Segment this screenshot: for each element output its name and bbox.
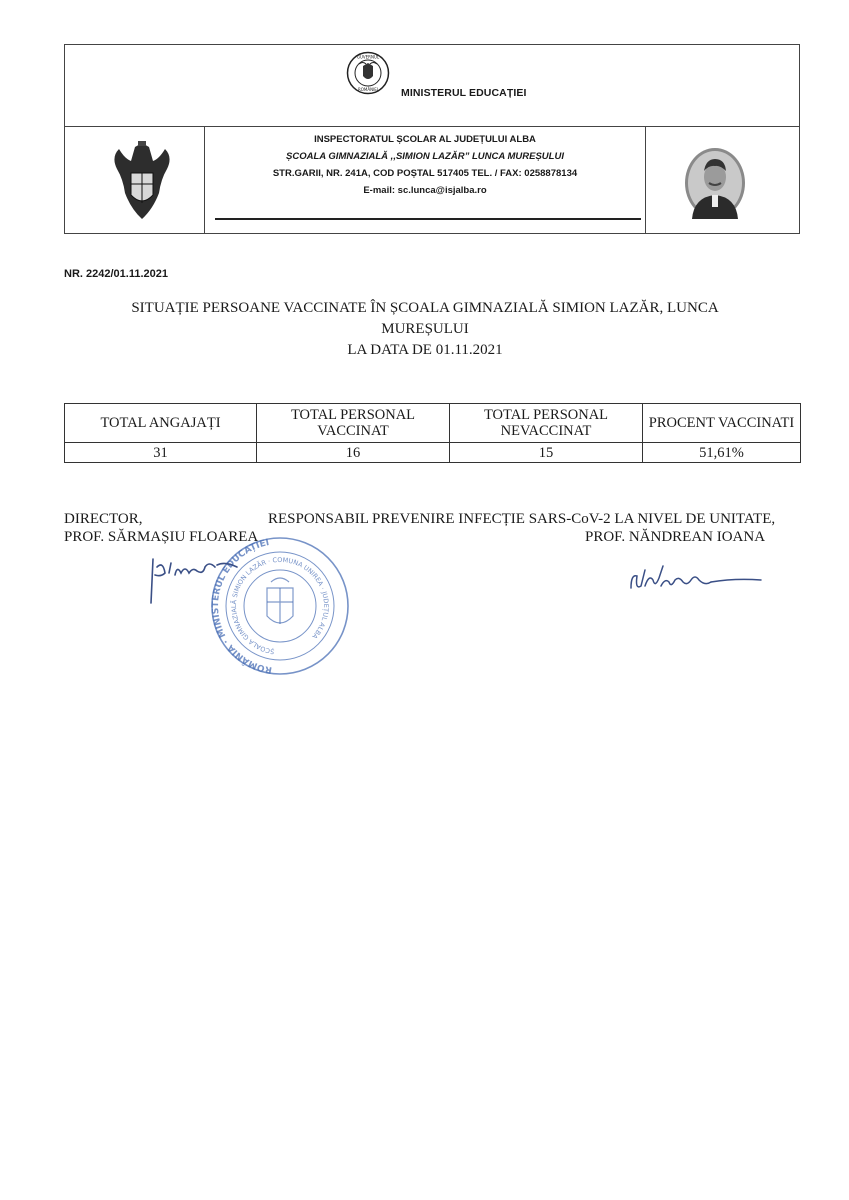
table-header: TOTAL PERSONAL NEVACCINAT xyxy=(450,404,643,443)
table-cell: 51,61% xyxy=(643,443,801,463)
inspectorate-name: INSPECTORATUL ȘCOLAR AL JUDEȚULUI ALBA xyxy=(314,134,536,145)
ministry-name: MINISTERUL EDUCAȚIEI xyxy=(401,87,527,99)
director-name: PROF. SĂRMAȘIU FLOAREA xyxy=(64,529,259,545)
director-signature xyxy=(145,555,245,605)
coat-of-arms-icon xyxy=(109,139,175,225)
school-name: ȘCOALA GIMNAZIALĂ ,,SIMION LAZĂR” LUNCA MUREȘULUI xyxy=(286,151,564,162)
document-number: NR. 2242/01.11.2021 xyxy=(64,268,168,280)
director-title: DIRECTOR, xyxy=(64,511,143,527)
table-header: PROCENT VACCINATI xyxy=(643,404,801,443)
table-header-row xyxy=(65,404,801,443)
vaccination-table xyxy=(64,403,801,463)
svg-text:ROMÂNIEI: ROMÂNIEI xyxy=(358,87,378,92)
title-line-2: MUREȘULUI xyxy=(381,321,469,337)
school-address: STR.GARII, NR. 241A, COD POȘTAL 517405 TEL. / FAX: 0258878134 xyxy=(272,168,578,179)
document-title xyxy=(80,298,770,361)
responsible-signature xyxy=(625,560,765,596)
title-line-3: LA DATA DE 01.11.2021 xyxy=(347,342,503,358)
table-row xyxy=(65,443,801,463)
coat-of-arms-cell xyxy=(65,127,205,233)
responsible-title: RESPONSABIL PREVENIRE INFECȚIE SARS-CoV-2 LA NIVEL DE UNITATE, xyxy=(268,511,776,527)
responsible-name: PROF. NĂNDREAN IOANA xyxy=(585,529,766,545)
title-line-1: SITUAȚIE PERSOANE VACCINATE ÎN ȘCOALA GIMNAZIALĂ SIMION LAZĂR, LUNCA xyxy=(131,300,719,316)
school-email: E-mail: sc.lunca@isjalba.ro xyxy=(363,185,487,196)
institution-divider xyxy=(215,218,641,220)
institution-block xyxy=(205,131,645,199)
letterhead-top-row xyxy=(65,45,799,127)
table-header: TOTAL ANGAJAȚI xyxy=(65,404,257,443)
svg-text:ȘCOALA GIMNAZIALĂ SIMION LAZĂR: ȘCOALA GIMNAZIALĂ SIMION LAZĂR · COMUNA UNIREA · JUDEȚUL ALBA xyxy=(230,555,331,656)
table-header: TOTAL PERSONAL VACCINAT xyxy=(257,404,450,443)
portrait-cell xyxy=(645,127,800,233)
svg-text:GUVERNUL: GUVERNUL xyxy=(356,54,380,60)
letterhead xyxy=(64,44,800,234)
table-cell: 31 xyxy=(65,443,257,463)
table-cell: 16 xyxy=(257,443,450,463)
table-cell: 15 xyxy=(450,443,643,463)
svg-text:ROMÂNIA · MINISTERUL EDUCAȚIEI: ROMÂNIA · MINISTERUL EDUCAȚIEI xyxy=(210,537,273,675)
government-seal-icon xyxy=(346,51,390,95)
portrait-image xyxy=(684,147,746,219)
